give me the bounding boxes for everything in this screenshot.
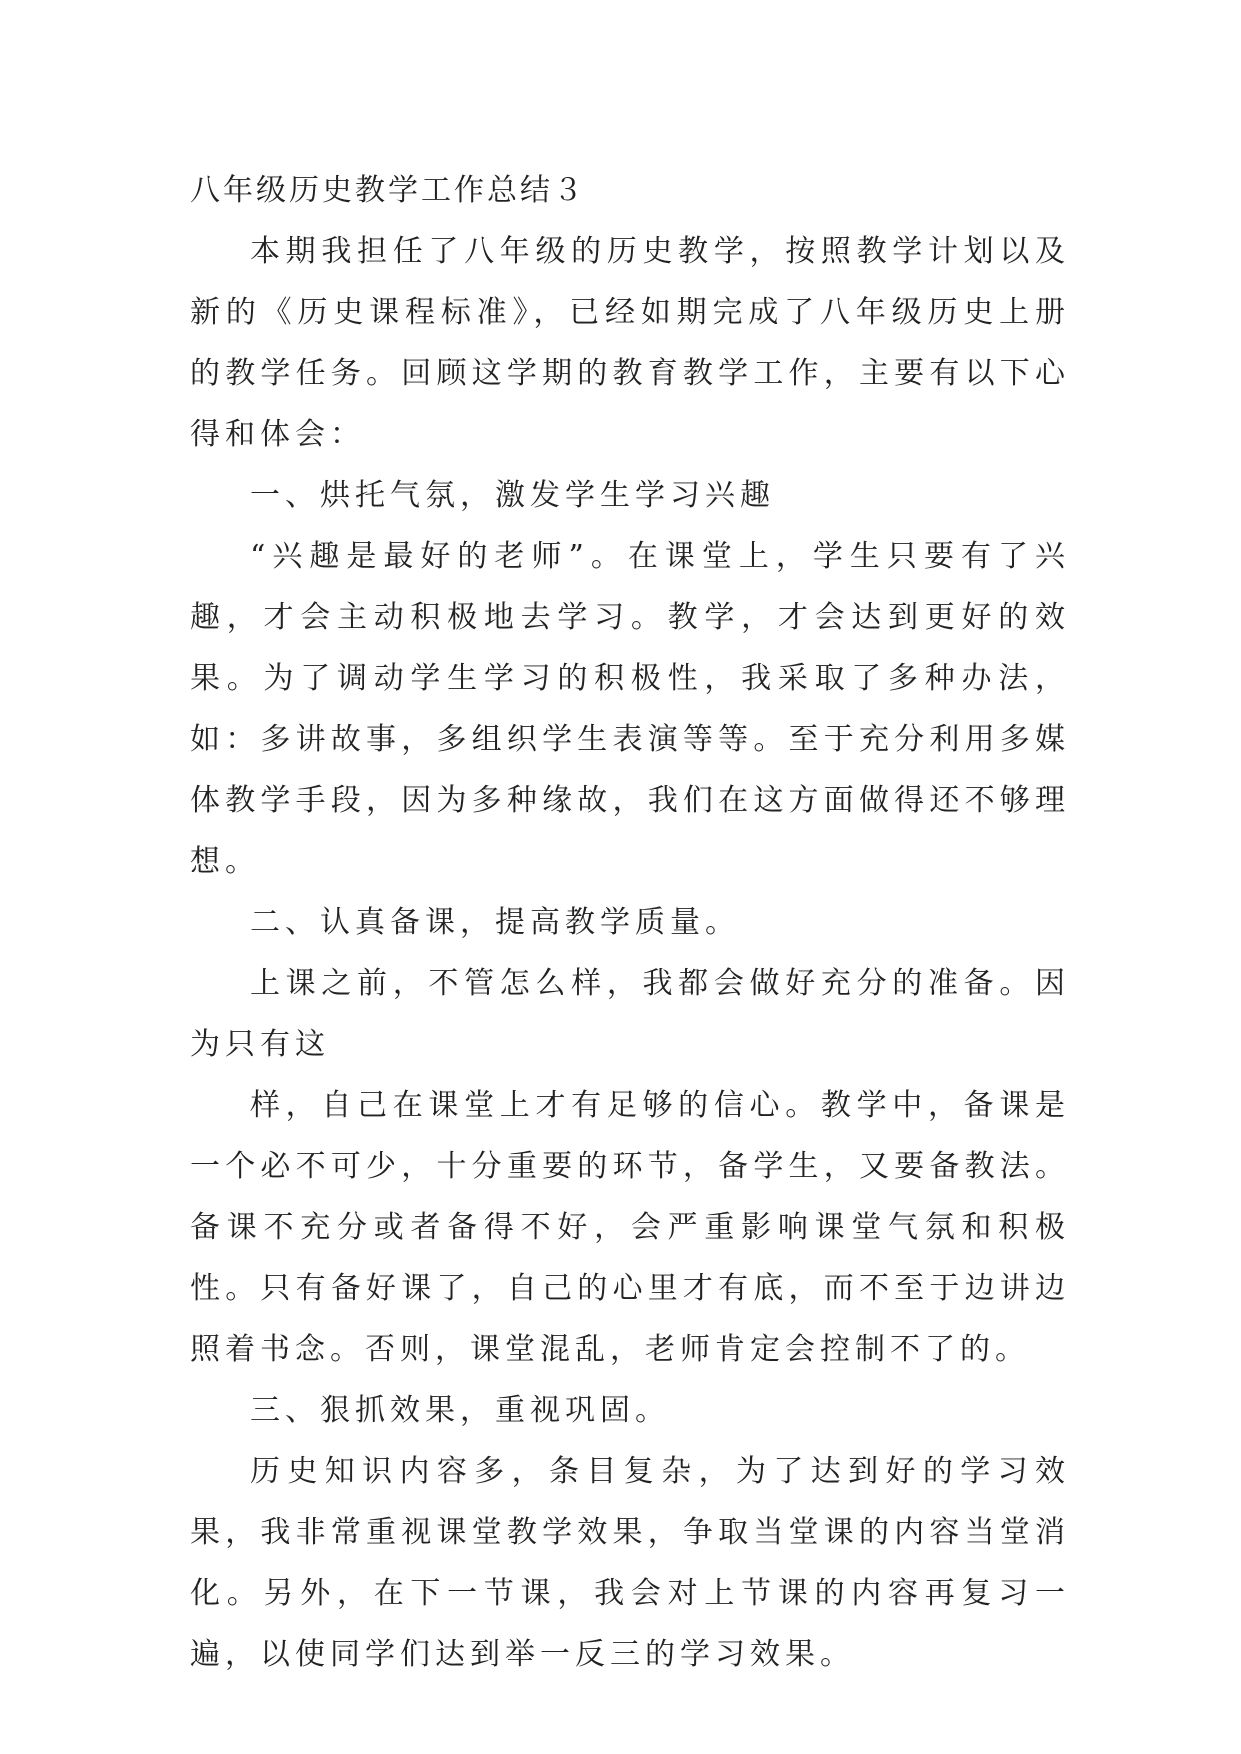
section-1-paragraph: “兴趣是最好的老师”。在课堂上，学生只要有了兴趣，才会主动积极地去学习。教学，才会达到更好的效果。为了调动学生学习的积极性，我采取了多种办法，如：多讲故事，多组织学生表演等等。至于充分利用多媒体教学手段，因为多种缘故，我们在这方面做得还不够理想。 xyxy=(190,539,1070,879)
document-body xyxy=(190,160,1070,1685)
section-2-paragraph-b: 样，自己在课堂上才有足够的信心。教学中，备课是一个必不可少，十分重要的环节，备学生，又要备教法。备课不充分或者备得不好，会严重影响课堂气氛和积极性。只有备好课了，自己的心里才有底，而不至于边讲边照着书念。否则，课堂混乱，老师肯定会控制不了的。 xyxy=(190,1088,1070,1367)
intro-paragraph: 本期我担任了八年级的历史教学，按照教学计划以及新的《历史课程标准》，已经如期完成了八年级历史上册的教学任务。回顾这学期的教育教学工作，主要有以下心得和体会： xyxy=(190,234,1070,452)
section-2-paragraph-a: 上课之前，不管怎么样，我都会做好充分的准备。因为只有这 xyxy=(190,966,1070,1062)
section-3-paragraph: 历史知识内容多，条目复杂，为了达到好的学习效果，我非常重视课堂教学效果，争取当堂课的内容当堂消化。另外，在下一节课，我会对上节课的内容再复习一遍，以使同学们达到举一反三的学习效果。 xyxy=(190,1454,1070,1672)
section-heading-1: 一、烘托气氛，激发学生学习兴趣 xyxy=(250,478,775,513)
section-heading-2: 二、认真备课，提高教学质量。 xyxy=(250,905,740,940)
document-title: 八年级历史教学工作总结３ xyxy=(190,173,586,208)
section-heading-3: 三、狠抓效果，重视巩固。 xyxy=(250,1393,670,1428)
